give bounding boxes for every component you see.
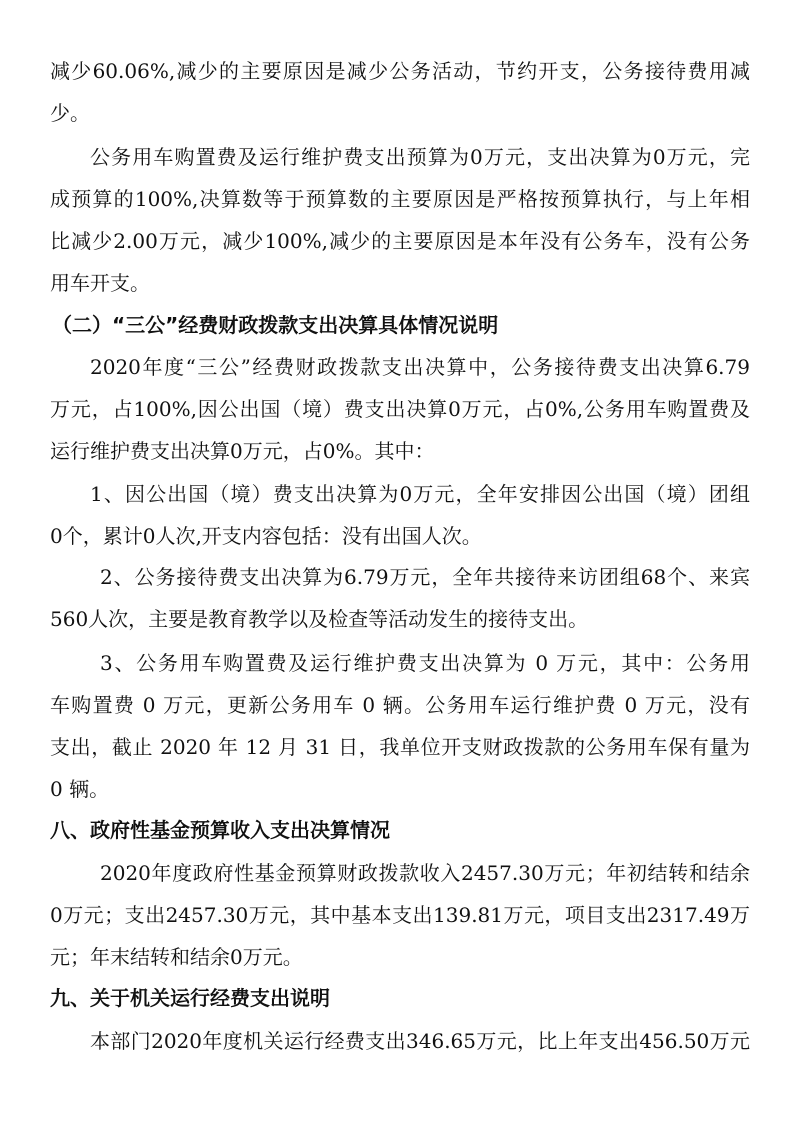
paragraph-line: 公务用车购置费及运行维护费支出预算为0万元，支出决算为0万元，完 [90, 145, 750, 169]
list-item-line: 560人次，主要是教育教学以及检查等活动发生的接待支出。 [50, 607, 589, 631]
list-item-line: 支出，截止 2020 年 12 月 31 日，我单位开支财政拨款的公务用车保有量为 [50, 735, 750, 759]
paragraph-line: 少。 [50, 101, 90, 125]
paragraph-line: 2020年度“三公”经费财政拨款支出决算中，公务接待费支出决算6.79 [90, 355, 750, 379]
section-heading: 八、政府性基金预算收入支出决算情况 [50, 818, 390, 842]
list-item-line: 2、公务接待费支出决算为6.79万元，全年共接待来访团组68个、来宾 [100, 565, 750, 589]
paragraph-line: 减少60.06%,减少的主要原因是减少公务活动，节约开支，公务接待费用减 [50, 59, 750, 83]
paragraph-line: 比减少2.00万元，减少100%,减少的主要原因是本年没有公务车，没有公务 [50, 229, 750, 253]
paragraph-line: 0万元；支出2457.30万元，其中基本支出139.81万元，项目支出2317.49万 [50, 903, 750, 927]
list-item-line: 0 辆。 [50, 777, 110, 801]
list-item-line: 1、因公出国（境）费支出决算为0万元，全年安排因公出国（境）团组 [90, 482, 750, 506]
paragraph-line: 运行维护费支出决算0万元，占0%。其中： [50, 439, 435, 463]
paragraph-line: 2020年度政府性基金预算财政拨款收入2457.30万元；年初结转和结余 [100, 861, 750, 885]
list-item-line: 车购置费 0 万元，更新公务用车 0 辆。公务用车运行维护费 0 万元，没有 [50, 693, 750, 717]
list-item-line: 3、公务用车购置费及运行维护费支出决算为 0 万元，其中：公务用 [100, 651, 750, 675]
paragraph-line: 成预算的100%,决算数等于预算数的主要原因是严格按预算执行，与上年相 [50, 187, 750, 211]
section-heading: （二）“三公”经费财政拨款支出决算具体情况说明 [52, 313, 499, 337]
paragraph-line: 万元，占100%,因公出国（境）费支出决算0万元，占0%,公务用车购置费及 [50, 397, 750, 421]
list-item-line: 0个，累计0人次,开支内容包括：没有出国人次。 [50, 524, 482, 548]
paragraph-line: 用车开支。 [50, 271, 150, 295]
paragraph-line: 本部门2020年度机关运行经费支出346.65万元，比上年支出456.50万元 [90, 1029, 750, 1053]
section-heading: 九、关于机关运行经费支出说明 [50, 986, 330, 1010]
paragraph-line: 元；年末结转和结余0万元。 [50, 945, 303, 969]
